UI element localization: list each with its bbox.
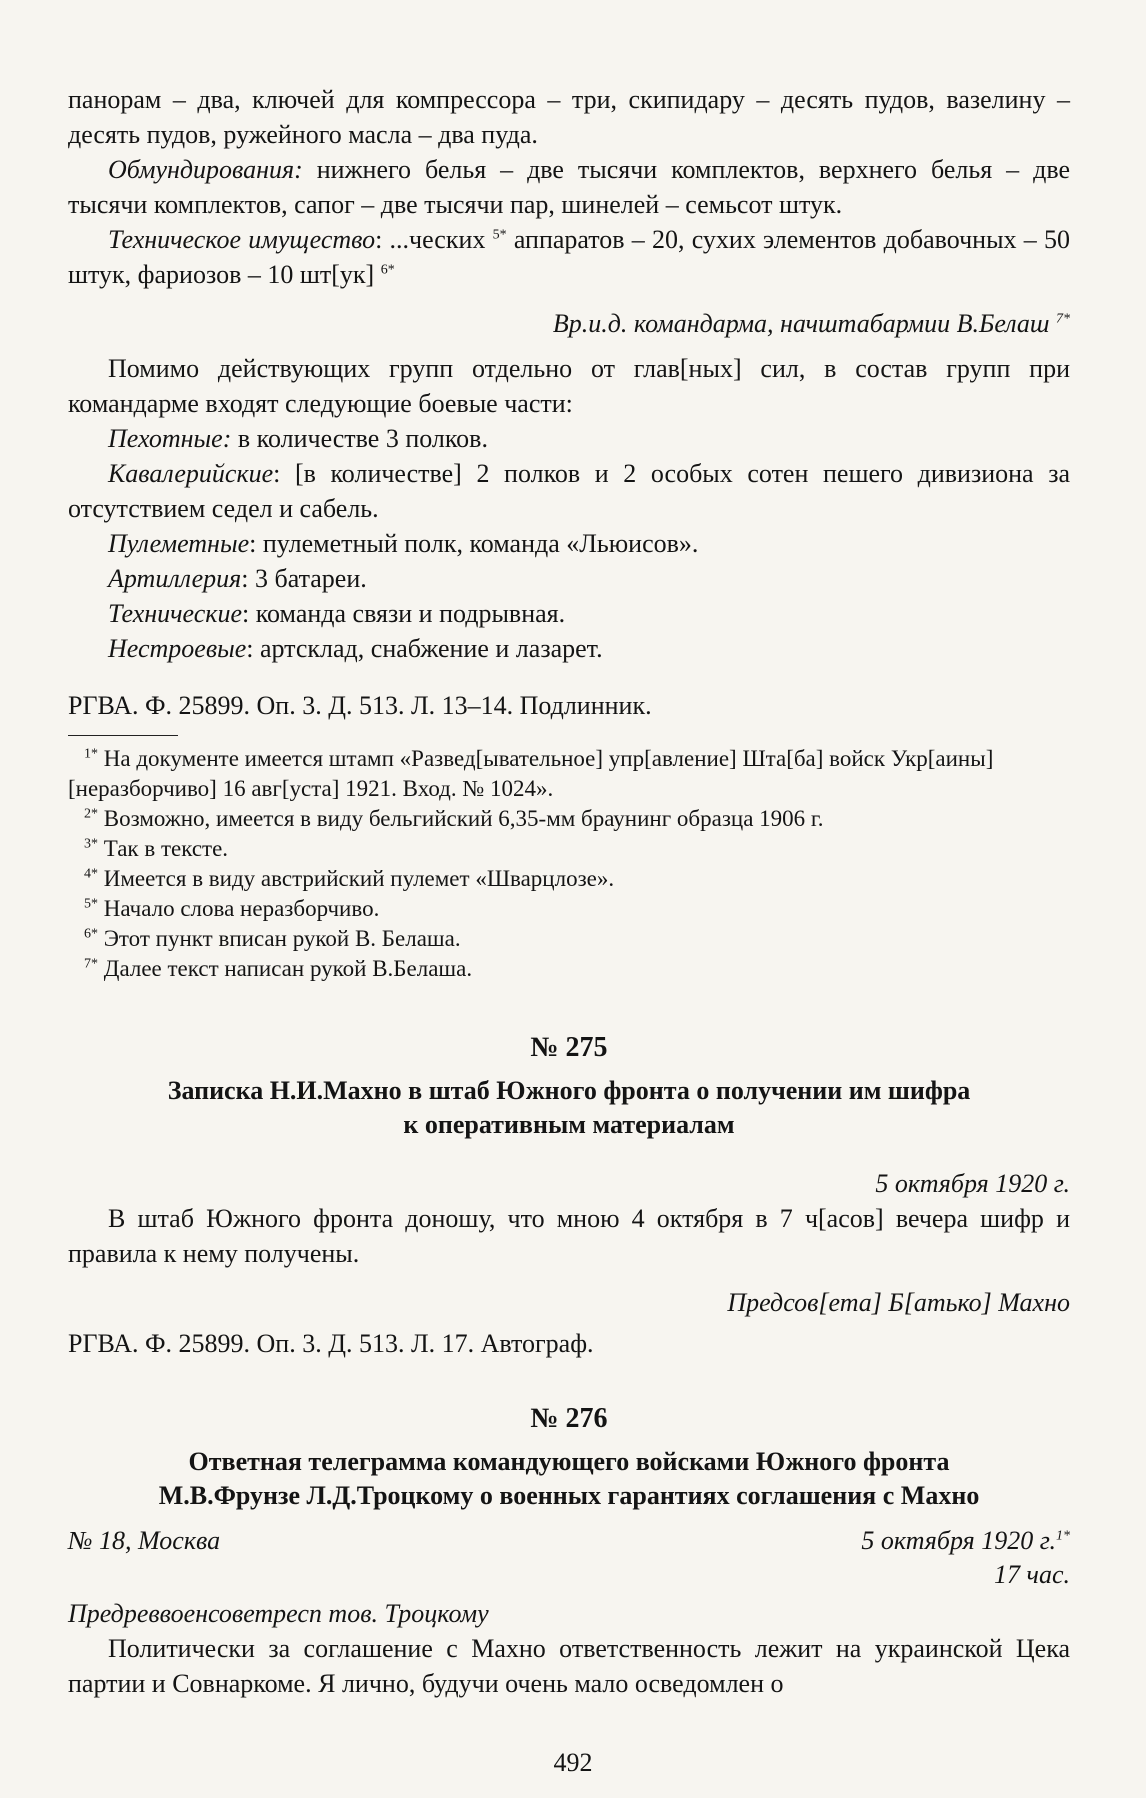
paragraph-text: нижнего белья – две тысячи комплектов, верхнего белья – две тысячи комплектов, сапог – две тысячи пар, шинелей – семьсот штук. [68,155,1070,219]
text-column [68,82,1070,1701]
unit-text: : [в количестве] 2 полков и 2 особых сотен пешего дивизиона за отсутствием седел и сабель. [68,459,1070,523]
paragraph-label: Обмундирования: [108,155,303,184]
footnote-text: На документе имеется штамп «Развед[ывательное] упр[авление] Шта[ба] войск Укр[аины] [неразборчиво] 16 авг[уста] 1921. Вход. № 1024». [68,746,994,801]
footnote [68,744,1070,804]
footnote-text: Возможно, имеется в виду бельгийский 6,35-мм браунинг образца 1906 г. [103,806,824,831]
document-title-line: Записка Н.И.Махно в штаб Южного фронта о получении им шифра [167,1076,971,1105]
footnotes [68,744,1070,984]
paragraph [68,222,1070,292]
unit-item [68,631,1070,666]
paragraph: В штаб Южного фронта доношу, что мною 4 октября в 7 ч[асов] вечера шифр и правила к нему получены. [68,1204,1070,1268]
footnote-divider [68,735,178,736]
unit-text: : артсклад, снабжение и лазарет. [246,634,603,663]
document-title-line: М.В.Фрунзе Л.Д.Троцкому о военных гарантиях соглашения с Махно [158,1481,980,1510]
paragraph-text: аппаратов – 20, сухих элементов добавочных – 50 штук, фариозов – 10 шт[ук] [68,225,1070,289]
footnote [68,954,1070,984]
archive-source: РГВА. Ф. 25899. Оп. 3. Д. 513. Л. 13–14. Подлинник. [68,691,652,720]
paragraph: Политически за соглашение с Махно ответственность лежит на украинской Цека партии и Совнаркоме. Я лично, будучи очень мало осведомлен о [68,1634,1070,1698]
unit-label: Пехотные: [108,424,232,453]
document-number: № 275 [530,1032,608,1063]
document-276 [68,1403,1070,1701]
footnote-text: Так в тексте. [103,836,229,861]
document-title-line: к оперативным материалам [403,1110,735,1139]
document-time: 17 час. [994,1560,1070,1589]
archive-source: РГВА. Ф. 25899. Оп. 3. Д. 513. Л. 17. Автограф. [68,1329,594,1358]
footnote-ref: 6* [380,262,395,278]
unit-text: : команда связи и подрывная. [242,599,566,628]
unit-text: : пулеметный полк, команда «Льюисов». [249,529,699,558]
unit-label: Кавалерийские [108,459,274,488]
units-list [68,421,1070,666]
paragraph-text: : ...ческих [375,225,493,254]
footnote-text: Этот пункт вписан рукой В. Белаша. [103,926,461,951]
footnote [68,834,1070,864]
footnote-text: Начало слова неразборчиво. [103,896,380,921]
footnote [68,894,1070,924]
paragraph: панорам – два, ключей для компрессора – три, скипидару – десять пудов, вазелину – десять пудов, ружейного масла – два пуда. [68,85,1070,149]
footnote-mark: 2* [84,806,98,822]
document-title-line: Ответная телеграмма командующего войсками Южного фронта [188,1447,950,1476]
unit-item [68,561,1070,596]
document-date: 5 октября 1920 г. [875,1169,1070,1198]
unit-item [68,596,1070,631]
page-number: 492 [553,1748,593,1777]
unit-item [68,456,1070,526]
document-number: № 276 [530,1403,608,1434]
footnote [68,864,1070,894]
footnote-ref: 1* [1056,1528,1070,1544]
footnote-mark: 5* [84,896,98,912]
document-275 [68,1032,1070,1361]
document-date-wrap [861,1525,1070,1557]
telegram-number: № 18, Москва [68,1526,221,1555]
document-date: 5 октября 1920 г. [861,1526,1056,1555]
paragraph-label: Техническое имущество [108,225,376,254]
paragraph [68,152,1070,222]
unit-item [68,526,1070,561]
signature: Вр.и.д. командарма, начштабармии В.Белаш [552,309,1050,338]
unit-text: в количестве 3 полков. [231,424,488,453]
footnote-ref: 5* [492,227,507,243]
telegram-header-row [68,1525,1070,1557]
unit-text: : 3 батареи. [241,564,367,593]
unit-label: Нестроевые [108,634,247,663]
unit-label: Технические [108,599,242,628]
footnote-ref: 7* [1056,311,1070,327]
unit-item [68,421,1070,456]
addressee: Предреввоенсоветресп тов. Троцкому [68,1599,489,1628]
footnote-text: Имеется в виду австрийский пулемет «Шварцлозе». [103,866,615,891]
footnote-mark: 6* [84,926,98,942]
footnote-mark: 7* [84,956,98,972]
footnote [68,804,1070,834]
footnote-mark: 1* [84,746,98,762]
footnote-mark: 4* [84,866,98,882]
signature: Предсов[ета] Б[атько] Махно [727,1288,1070,1317]
footnote [68,924,1070,954]
footnote-text: Далее текст написан рукой В.Белаша. [103,956,473,981]
unit-label: Артиллерия [108,564,242,593]
signature-line [68,306,1070,341]
unit-label: Пулеметные [108,529,250,558]
paragraph: Помимо действующих групп отдельно от глав[ных] сил, в состав групп при командарме входят следующие боевые части: [68,354,1070,418]
footnote-mark: 3* [84,836,98,852]
